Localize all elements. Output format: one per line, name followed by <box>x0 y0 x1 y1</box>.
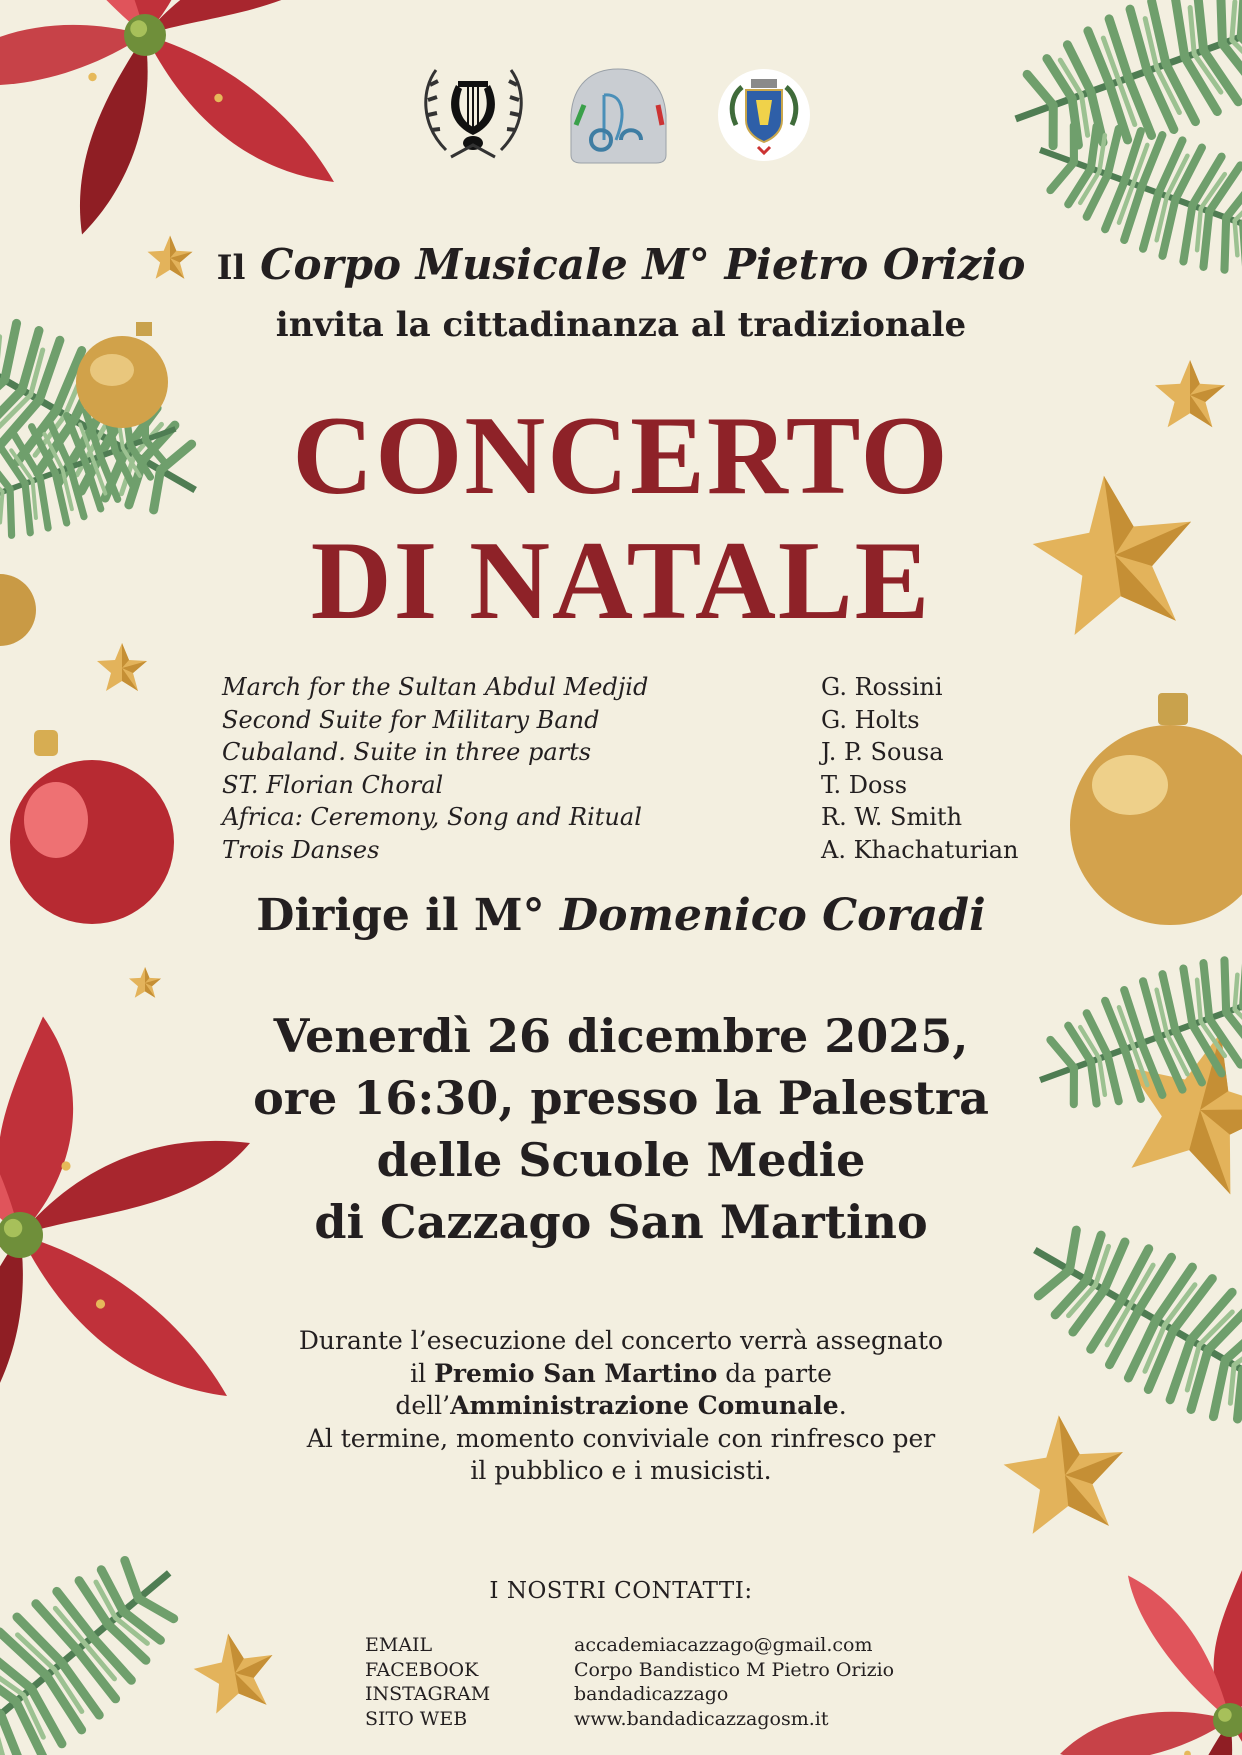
conductor-name: Domenico Coradi <box>559 890 986 941</box>
lyre-emblem-icon <box>416 65 531 165</box>
prize-line: il pubblico e i musicisti. <box>470 1456 772 1485</box>
prize-text: dell’ <box>395 1391 451 1420</box>
contact-website: www.bandadicazzagosm.it <box>574 1707 829 1730</box>
gold-star-left-small <box>129 967 161 998</box>
pine-branch-bottom-left <box>0 1524 210 1755</box>
program-composer: G. Rossini <box>821 673 943 701</box>
event-time-place: ore 16:30, presso la Palestra <box>253 1071 989 1125</box>
title-line-2: DI NATALE <box>310 519 932 643</box>
contact-instagram: bandadicazzago <box>574 1683 729 1705</box>
lyre-emblem-logo <box>416 65 531 165</box>
prize-paragraph <box>0 1325 1242 1488</box>
program-pieces <box>222 671 782 866</box>
band-name: Corpo Musicale M° Pietro Orizio <box>260 240 1026 289</box>
event-venue: delle Scuole Medie <box>376 1133 866 1187</box>
title-line-1: CONCERTO <box>292 394 950 518</box>
conductor-prefix: Dirige il M° <box>256 890 545 941</box>
municipal-crest-logo <box>714 65 829 165</box>
program-composer: G. Holts <box>821 705 920 734</box>
association-emblem-icon <box>566 65 671 165</box>
contact-facebook: Corpo Bandistico M Pietro Orizio <box>574 1658 895 1681</box>
intro-il: Il <box>216 248 246 288</box>
contact-values <box>574 1633 1034 1731</box>
contact-email: accademiacazzago@gmail.com <box>574 1634 873 1656</box>
contact-labels <box>365 1633 545 1731</box>
prize-text: da parte <box>717 1358 832 1388</box>
gold-star-bottom-left <box>189 1627 281 1717</box>
event-town: di Cazzago San Martino <box>314 1195 928 1249</box>
contact-label-instagram: INSTAGRAM <box>365 1683 491 1705</box>
event-details <box>0 1005 1242 1253</box>
program-piece: Africa: Ceremony, Song and Ritual <box>222 803 642 831</box>
gold-star-left-mid <box>97 643 147 691</box>
intro-line-2: invita la cittadinanza al tradizionale <box>275 305 967 345</box>
contact-label-email: EMAIL <box>365 1634 433 1656</box>
prize-line: Durante l’esecuzione del concerto verrà assegnato <box>298 1326 944 1355</box>
pine-branch-top-right <box>994 0 1242 179</box>
contact-label-facebook: FACEBOOK <box>365 1658 479 1681</box>
program-composer: R. W. Smith <box>821 803 963 831</box>
prize-line <box>0 1358 1242 1391</box>
program-composers <box>821 671 1081 866</box>
program-composer: T. Doss <box>821 770 908 799</box>
contact-label-website: SITO WEB <box>365 1707 468 1730</box>
program-piece: March for the Sultan Abdul Medjid <box>222 673 649 701</box>
administration-name: Amministrazione Comunale <box>450 1391 839 1420</box>
program-piece: Second Suite for Military Band <box>222 705 600 734</box>
prize-text: . <box>838 1391 847 1420</box>
event-date: Venerdì 26 dicembre 2025, <box>273 1009 969 1063</box>
program-piece: Cubaland. Suite in three parts <box>222 738 592 766</box>
program-piece: Trois Danses <box>222 835 380 864</box>
intro-line-1 <box>0 240 1242 289</box>
prize-text: il <box>410 1358 435 1388</box>
poinsettia-top-left <box>0 0 355 234</box>
program-piece: ST. Florian Choral <box>222 770 444 799</box>
association-logo <box>566 65 681 165</box>
conductor-line <box>0 890 1242 941</box>
prize-name: Premio San Martino <box>434 1358 718 1388</box>
program-composer: A. Khachaturian <box>821 835 1019 864</box>
prize-line <box>0 1390 1242 1423</box>
municipal-crest-icon <box>714 65 814 165</box>
contacts-heading: I NOSTRI CONTATTI: <box>489 1578 753 1604</box>
prize-line: Al termine, momento conviviale con rinfresco per <box>306 1423 936 1453</box>
program-composer: J. P. Sousa <box>821 738 944 766</box>
